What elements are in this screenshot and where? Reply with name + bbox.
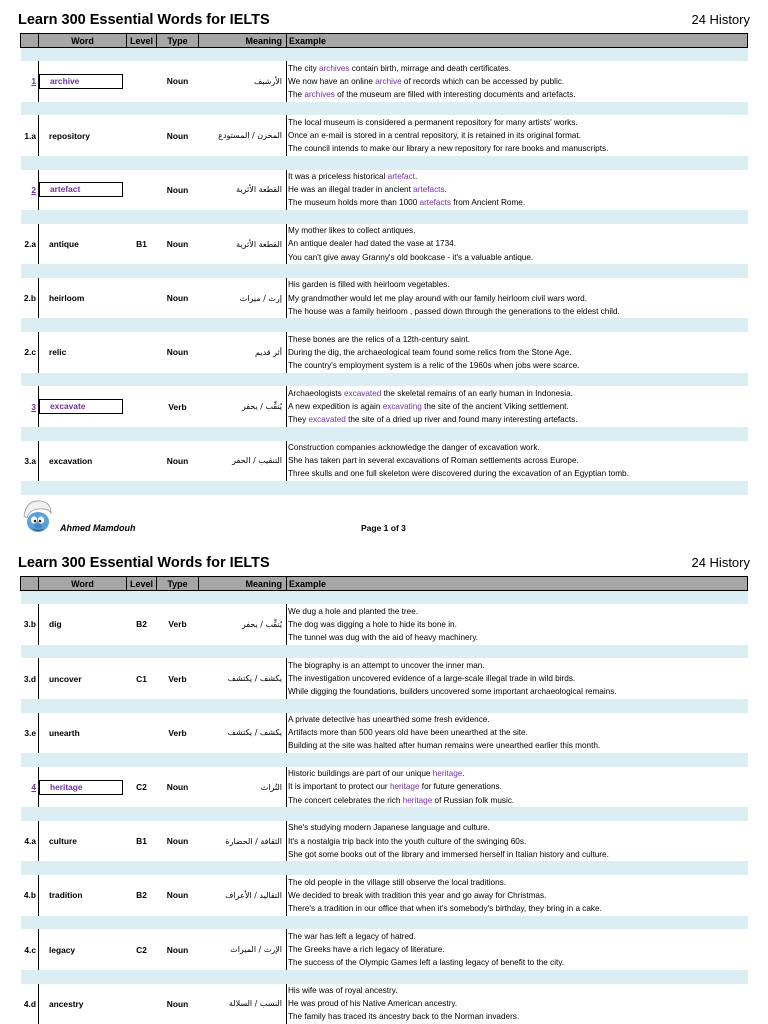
entry-level: B2: [136, 619, 147, 630]
entry-examples: [287, 875, 748, 916]
spacer-row: [21, 427, 748, 441]
entry-meaning: يكشف / يكتشف: [227, 728, 282, 738]
example-text: A new expedition is again: [288, 401, 383, 411]
entry-type: Noun: [166, 944, 189, 955]
header-level: Level: [127, 34, 157, 48]
vocab-row: [21, 875, 748, 916]
entry-word: uncover: [49, 673, 82, 684]
entry-type: Noun: [166, 890, 189, 901]
example-sentence: [288, 441, 746, 454]
entry-number: 3.b: [21, 604, 39, 645]
spacer-row: [21, 156, 748, 170]
spacer-row: [21, 373, 748, 387]
entry-examples: [287, 713, 748, 754]
entry-meaning: التنقيب / الحفر: [232, 456, 282, 466]
entry-meaning: أثر قديم: [255, 347, 282, 357]
example-text: .: [444, 185, 447, 195]
spacer-row: [21, 481, 748, 495]
spacer-row: [21, 102, 748, 116]
example-sentence: [288, 116, 746, 129]
header-meaning: Meaning: [199, 577, 287, 591]
example-sentence: [288, 292, 746, 305]
example-sentence: [288, 767, 746, 780]
spacer-row: [21, 591, 748, 605]
spacer-row: [21, 699, 748, 713]
entry-number: 2.c: [21, 332, 39, 373]
entry-meaning: القطعة الأثرية: [236, 239, 282, 249]
entry-type: Verb: [168, 401, 187, 412]
example-sentence: [288, 835, 746, 848]
example-sentence: [288, 224, 746, 237]
spacer-row: [21, 48, 748, 62]
example-text: The museum holds more than 1000: [288, 198, 420, 208]
example-sentence: [288, 196, 746, 209]
vocab-row: [21, 821, 748, 862]
example-sentence: [288, 726, 746, 739]
example-sentence: [288, 618, 746, 631]
example-text: The house was a family heirloom , passed down through the generations to the eldest child.: [288, 306, 620, 316]
example-text: Three skulls and one full skeleton were discovered during the excavation of an Egyptian tomb.: [288, 469, 629, 479]
entry-meaning: الثقافة / الحضارة: [225, 836, 282, 846]
entry-number: 3.e: [21, 713, 39, 754]
entry-meaning: النسب / السلالة: [228, 999, 282, 1009]
example-sentence: [288, 400, 746, 413]
entry-examples: [287, 984, 748, 1024]
example-sentence: [288, 794, 746, 807]
vocab-row: [21, 332, 748, 373]
example-keyword: excavated: [343, 388, 382, 398]
example-sentence: [288, 346, 746, 359]
vocab-row: [21, 386, 748, 427]
entry-word: antique: [49, 239, 79, 249]
example-keyword: archives: [318, 63, 350, 73]
entry-examples: [287, 604, 748, 645]
entry-examples: [287, 386, 748, 427]
entry-number: 1.a: [21, 115, 39, 156]
spacer-row: [21, 916, 748, 930]
example-sentence: [288, 956, 746, 969]
example-keyword: artefacts: [419, 198, 451, 208]
entry-level: B2: [136, 890, 147, 901]
page1-header: [0, 10, 768, 32]
header-type: Type: [157, 577, 199, 591]
example-keyword: heritage: [402, 795, 433, 805]
vocab-row: [21, 713, 748, 754]
example-sentence: [288, 129, 746, 142]
example-text: An antique dealer had dated the vase at 1734.: [288, 239, 456, 249]
example-text: from Ancient Rome.: [450, 198, 526, 208]
example-sentence: [288, 142, 746, 155]
spacer-row: [21, 807, 748, 821]
entry-meaning: التقاليد / الأعراف: [225, 890, 282, 900]
spacer-row: [21, 210, 748, 224]
example-sentence: [288, 75, 746, 88]
example-sentence: [288, 605, 746, 618]
example-text: The city: [288, 63, 319, 73]
entry-word: legacy: [49, 944, 76, 955]
entry-type: Verb: [168, 727, 187, 738]
example-text: Once an e-mail is stored in a central repository, it is retained in its original format.: [288, 131, 581, 141]
example-sentence: [288, 943, 746, 956]
entry-word: relic: [49, 347, 67, 358]
example-sentence: [288, 848, 746, 861]
entry-type: Noun: [166, 76, 189, 87]
entry-number[interactable]: 4: [21, 767, 39, 808]
entry-type: Noun: [166, 455, 189, 466]
example-text: He was proud of his Native American ancestry.: [288, 999, 458, 1009]
example-text: The investigation uncovered evidence of a large-scale illegal trade in wild birds.: [288, 674, 576, 684]
example-text: She has taken part in several excavations of Roman settlements across Europe.: [288, 456, 579, 466]
vocab-row: [21, 278, 748, 319]
example-sentence: [288, 88, 746, 101]
entry-examples: [287, 278, 748, 319]
entry-type: Verb: [168, 673, 187, 684]
example-text: During the dig, the archaeological team found some relics from the Stone Age.: [288, 347, 572, 357]
example-sentence: [288, 930, 746, 943]
example-sentence: [288, 467, 746, 480]
example-sentence: [288, 889, 746, 902]
example-sentence: [288, 1010, 746, 1023]
spacer-row: [21, 970, 748, 984]
entry-word: [39, 170, 127, 211]
entry-meaning: إرث / ميراث: [239, 293, 282, 303]
unit-label: 24 History: [691, 12, 750, 27]
example-text: He was an illegal trader in ancient: [288, 185, 414, 195]
entry-number[interactable]: 3: [21, 386, 39, 427]
entry-word: [39, 767, 127, 808]
table-header-row: [21, 577, 748, 591]
entry-meaning: يكشف / يكتشف: [227, 674, 282, 684]
header-example: Example: [287, 34, 748, 48]
entry-level: [127, 332, 157, 373]
example-text: My mother likes to collect antiques.: [288, 226, 416, 236]
entry-level: [127, 170, 157, 211]
example-text: While digging the foundations, builders uncovered some important archaeological remains.: [288, 687, 617, 697]
example-text: for future generations.: [419, 782, 502, 792]
example-text: The old people in the village still observe the local traditions.: [288, 877, 507, 887]
entry-number: 2.b: [21, 278, 39, 319]
entry-word-box: archive: [39, 74, 123, 89]
example-text: of the museum are filled with interesting documents and artefacts.: [334, 90, 576, 100]
example-text: It is important to protect our: [288, 782, 390, 792]
header-word: Word: [39, 34, 127, 48]
example-text: We decided to break with tradition this year and go away for Christmas.: [288, 890, 547, 900]
example-text: My grandmother would let me play around with our family heirloom civil wars word.: [288, 293, 587, 303]
spacer-row: [21, 753, 748, 767]
spacer-row: [21, 264, 748, 278]
table-body: [21, 48, 748, 495]
entry-type: Noun: [166, 347, 189, 358]
entry-type: Noun: [166, 130, 189, 141]
vocab-table-page2: [20, 576, 748, 1024]
entry-word: culture: [49, 836, 77, 847]
example-text: .: [414, 172, 418, 181]
page-title: Learn 300 Essential Words for IELTS: [18, 555, 270, 571]
example-text: We dug a hole and planted the tree.: [288, 606, 419, 616]
example-text: His garden is filled with heirloom vegetables.: [288, 280, 450, 290]
entry-word: [39, 61, 127, 102]
example-keyword: heritage: [389, 782, 420, 792]
header-example: Example: [287, 577, 748, 591]
example-sentence: [288, 876, 746, 889]
entry-level: [127, 713, 157, 754]
example-sentence: [288, 170, 746, 183]
example-text: the site of a dried up river and found many interesting artefacts.: [345, 415, 578, 425]
example-text: The country's employment system is a relic of the 1960s when jobs were scarce.: [288, 360, 580, 370]
example-sentence: [288, 278, 746, 291]
example-text: The tunnel was dug with the aid of heavy machinery.: [288, 633, 479, 643]
entry-number: 4.d: [21, 984, 39, 1024]
spacer-row: [21, 861, 748, 875]
page-title: Learn 300 Essential Words for IELTS: [18, 12, 270, 28]
entry-level: [127, 984, 157, 1024]
example-keyword: artefacts: [413, 185, 445, 195]
entry-word: unearth: [49, 727, 80, 738]
entry-meaning: القطعة الأثرية: [236, 185, 282, 195]
entry-number: 3.a: [21, 441, 39, 482]
entry-examples: [287, 821, 748, 862]
vocab-row: [21, 604, 748, 645]
page-number: Page 1 of 3: [361, 523, 406, 533]
entry-number: 4.a: [21, 821, 39, 862]
entry-examples: [287, 929, 748, 970]
example-text: Building at the site was halted after human remains were unearthed earlier this month.: [288, 741, 601, 751]
table-body: [21, 591, 748, 1024]
entry-type: Noun: [166, 998, 189, 1009]
example-text: There's a tradition in our office that when it's somebody's birthday, they bring in a cake.: [288, 903, 602, 913]
entry-word: dig: [49, 619, 62, 630]
example-sentence: [288, 780, 746, 793]
header-num: [21, 34, 39, 48]
example-keyword: excavating: [382, 401, 422, 411]
example-sentence: [288, 821, 746, 834]
example-text: She's studying modern Japanese language and culture.: [288, 823, 490, 833]
entry-level: [127, 441, 157, 482]
vocab-row: [21, 224, 748, 265]
example-text: The family has traced its ancestry back to the Norman invaders.: [288, 1012, 520, 1022]
entry-meaning: يُنقِّب / يحفر: [241, 402, 282, 412]
entry-number: 4.b: [21, 875, 39, 916]
example-sentence: [288, 387, 746, 400]
entry-word: repository: [49, 130, 90, 141]
entry-level: C2: [136, 944, 147, 955]
entry-number: 4.c: [21, 929, 39, 970]
vocab-row: [21, 767, 748, 808]
vocab-table-page1: [20, 33, 748, 495]
entry-type: Noun: [166, 239, 189, 249]
example-text: of Russian folk music.: [432, 795, 515, 805]
example-sentence: [288, 659, 746, 672]
entry-number: 3.d: [21, 658, 39, 699]
vocab-row: [21, 441, 748, 482]
example-text: Construction companies acknowledge the danger of excavation work.: [288, 442, 540, 452]
entry-meaning: يُنقِّب / يحفر: [241, 619, 282, 629]
entry-level: B1: [136, 239, 147, 249]
example-text: The council intends to make our library a new repository for rare books and manuscripts.: [288, 144, 609, 154]
entry-word: tradition: [49, 890, 83, 901]
entry-type: Noun: [166, 293, 189, 304]
example-text: It was a priceless historical: [288, 172, 388, 181]
example-sentence: [288, 183, 746, 196]
example-text: A private detective has unearthed some fresh evidence.: [288, 715, 490, 724]
entry-word: excavation: [49, 455, 93, 466]
entry-meaning: التُراث: [260, 782, 282, 792]
example-sentence: [288, 305, 746, 318]
entry-type: Noun: [166, 184, 189, 195]
example-sentence: [288, 237, 746, 250]
example-sentence: [288, 251, 746, 264]
example-sentence: [288, 413, 746, 426]
entry-meaning: المخزن / المستودع: [218, 131, 282, 141]
entry-word: [39, 386, 127, 427]
spacer-row: [21, 318, 748, 332]
example-sentence: [288, 997, 746, 1010]
example-text: Artifacts more than 500 years old have been unearthed at the site.: [288, 728, 528, 738]
example-text: They: [288, 415, 309, 425]
example-text: It's a nostalgia trip back into the youth culture of the swinging 60s.: [288, 836, 527, 846]
example-text: Historic buildings are part of our unique: [288, 769, 433, 779]
example-text: .: [462, 769, 465, 779]
example-sentence: [288, 685, 746, 698]
vocab-row: [21, 658, 748, 699]
entry-level: C1: [136, 673, 147, 684]
header-num: [21, 577, 39, 591]
entry-number[interactable]: 2: [21, 170, 39, 211]
vocab-row: [21, 929, 748, 970]
entry-word: heirloom: [49, 293, 85, 304]
example-text: contain birth, mirrage and death certificates.: [349, 63, 512, 73]
example-text: The biography is an attempt to uncover the inner man.: [288, 660, 485, 670]
example-text: The: [288, 90, 305, 100]
header-type: Type: [157, 34, 199, 48]
entry-type: Noun: [166, 782, 189, 792]
example-text: The concert celebrates the rich: [288, 795, 403, 805]
example-text: We now have an online: [288, 76, 376, 86]
entry-examples: [287, 332, 748, 373]
example-text: These bones are the relics of a 12th-century saint.: [288, 334, 471, 344]
example-sentence: [288, 333, 746, 346]
example-keyword: excavated: [308, 415, 346, 425]
entry-level: B1: [136, 836, 147, 847]
entry-level: [127, 61, 157, 102]
vocab-row: [21, 170, 748, 211]
entry-examples: [287, 115, 748, 156]
example-text: of records which can be accessed by public.: [401, 76, 565, 86]
entry-examples: [287, 170, 748, 211]
entry-type: Noun: [166, 836, 189, 847]
vocab-row: [21, 115, 748, 156]
entry-examples: [287, 767, 748, 808]
example-sentence: [288, 902, 746, 915]
vocab-row: [21, 984, 748, 1024]
author-name: Ahmed Mamdouh: [60, 523, 136, 533]
example-sentence: [288, 359, 746, 372]
example-sentence: [288, 631, 746, 644]
page-footer: [0, 496, 768, 536]
entry-meaning: الأرشيف: [253, 76, 282, 86]
vocab-row: [21, 61, 748, 102]
entry-level: [127, 278, 157, 319]
entry-number: 2.a: [21, 224, 39, 265]
table-header-row: [21, 34, 748, 48]
header-word: Word: [39, 577, 127, 591]
entry-examples: [287, 658, 748, 699]
example-text: the site of the ancient Viking settlement.: [421, 401, 569, 411]
example-keyword: archives: [304, 90, 335, 100]
example-sentence: [288, 672, 746, 685]
entry-level: [127, 386, 157, 427]
example-sentence: [288, 713, 746, 726]
header-level: Level: [127, 577, 157, 591]
entry-meaning: الإرث / الميراث: [230, 945, 282, 955]
example-sentence: [288, 984, 746, 997]
entry-level: C2: [136, 782, 147, 792]
example-text: His wife was of royal ancestry.: [288, 985, 398, 995]
entry-word: ancestry: [49, 998, 84, 1009]
example-text: Archaeologists: [288, 388, 344, 398]
example-sentence: [288, 739, 746, 752]
entry-type: Verb: [168, 619, 187, 630]
example-text: You can't give away Granny's old bookcase - it's a valuable antique.: [288, 252, 534, 262]
example-keyword: heritage: [432, 769, 463, 779]
entry-word-box: heritage: [39, 780, 123, 795]
example-sentence: [288, 62, 746, 75]
entry-word-box: excavate: [39, 399, 123, 414]
example-text: The dog was digging a hole to hide its bone in.: [288, 619, 457, 629]
entry-examples: [287, 61, 748, 102]
example-text: The local museum is considered a permanent repository for many artists' works.: [288, 117, 578, 127]
unit-label: 24 History: [691, 555, 750, 570]
example-text: The success of the Olympic Games left a lasting legacy of benefit to the city.: [288, 958, 565, 968]
smurf-avatar-icon: [18, 496, 56, 534]
example-keyword: archive: [375, 76, 402, 86]
header-meaning: Meaning: [199, 34, 287, 48]
example-text: the skeletal remains of an early human in Indonesia.: [381, 388, 573, 398]
entry-word-box: artefact: [39, 182, 123, 197]
page2-header: [0, 553, 768, 575]
example-sentence: [288, 454, 746, 467]
example-text: The war has left a legacy of hatred.: [288, 931, 416, 941]
example-keyword: artefact: [387, 172, 415, 181]
example-text: She got some books out of the library and immersed herself in Italian history and culture.: [288, 849, 609, 859]
entry-examples: [287, 441, 748, 482]
spacer-row: [21, 645, 748, 659]
example-text: The Greeks have a rich legacy of literature.: [288, 944, 445, 954]
entry-examples: [287, 224, 748, 265]
entry-level: [127, 115, 157, 156]
entry-number[interactable]: 1: [21, 61, 39, 102]
